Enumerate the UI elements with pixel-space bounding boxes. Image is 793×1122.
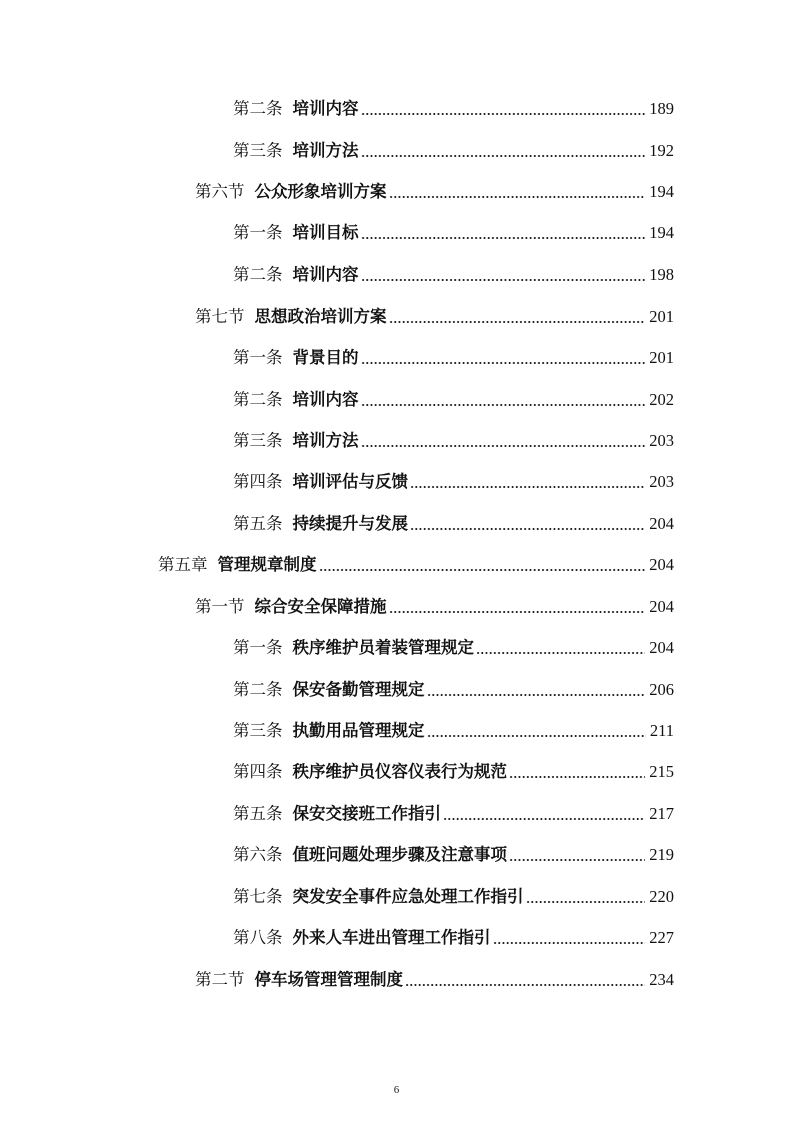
dot-leader (361, 155, 646, 157)
toc-entry-page: 215 (649, 762, 674, 781)
toc-entry-title: 保安备勤管理规定 (292, 680, 425, 699)
toc-entry-number: 第二条 (233, 265, 283, 284)
dot-leader (389, 196, 646, 198)
toc-entry[interactable] (195, 304, 674, 330)
dot-leader (389, 321, 646, 323)
toc-entry-number: 第五条 (233, 514, 283, 533)
toc-entry-number: 第二条 (233, 390, 283, 409)
toc-entry-title: 秩序维护员仪容仪表行为规范 (292, 762, 507, 781)
page-number: 6 (393, 1084, 400, 1096)
toc-entry-number: 第五章 (158, 555, 208, 574)
toc-entry-title: 值班问题处理步骤及注意事项 (292, 845, 507, 864)
dot-leader (389, 611, 646, 613)
toc-entry[interactable] (233, 469, 674, 495)
dot-leader (493, 942, 646, 944)
toc-entry-page: 219 (649, 845, 674, 864)
toc-entry[interactable] (233, 96, 674, 122)
toc-entry-number: 第三条 (233, 721, 283, 740)
toc-entry-number: 第二条 (233, 99, 283, 118)
dot-leader (361, 237, 646, 239)
dot-leader (526, 901, 646, 903)
toc-entry-page: 192 (649, 141, 674, 160)
toc-entry[interactable] (233, 925, 674, 951)
toc-entry-title: 秩序维护员着装管理规定 (292, 638, 474, 657)
dot-leader (361, 362, 646, 364)
toc-entry[interactable] (233, 262, 674, 288)
toc-entry[interactable] (233, 635, 674, 661)
toc-entry-page: 194 (649, 182, 674, 201)
toc-entry[interactable] (233, 387, 674, 413)
toc-entry-page: 204 (649, 555, 674, 574)
toc-entry-title: 保安交接班工作指引 (292, 804, 441, 823)
toc-entry-page: 189 (649, 99, 674, 118)
toc-entry[interactable] (233, 759, 674, 785)
toc-entry-number: 第一节 (195, 597, 245, 616)
toc-entry-number: 第七条 (233, 887, 283, 906)
dot-leader (427, 735, 646, 737)
toc-entry-title: 培训内容 (292, 265, 359, 284)
toc-entry-page: 201 (649, 348, 674, 367)
dot-leader (361, 404, 646, 406)
toc-entry-number: 第七节 (195, 307, 245, 326)
toc-entry-number: 第一条 (233, 638, 283, 657)
dot-leader (509, 859, 645, 861)
toc-entry-title: 思想政治培训方案 (254, 307, 387, 326)
toc-entry-title: 背景目的 (292, 348, 359, 367)
toc-entry[interactable] (195, 179, 674, 205)
dot-leader (443, 818, 645, 820)
toc-entry[interactable] (233, 884, 674, 910)
toc-entry-number: 第四条 (233, 472, 283, 491)
dot-leader (410, 486, 645, 488)
dot-leader (405, 984, 645, 986)
toc-entry[interactable] (233, 842, 674, 868)
dot-leader (361, 279, 646, 281)
toc-entry-number: 第三条 (233, 141, 283, 160)
toc-entry-page: 217 (649, 804, 674, 823)
toc-entry-page: 204 (649, 638, 674, 657)
toc-entry-number: 第一条 (233, 223, 283, 242)
toc-entry-page: 204 (649, 514, 674, 533)
toc-entry-number: 第五条 (233, 804, 283, 823)
toc-entry-title: 培训评估与反馈 (292, 472, 408, 491)
toc-entry[interactable] (195, 594, 674, 620)
dot-leader (509, 776, 645, 778)
dot-leader (361, 113, 646, 115)
toc-entry-page: 220 (649, 887, 674, 906)
toc-entry-page: 234 (649, 970, 674, 989)
toc-entry-title: 培训方法 (292, 431, 359, 450)
toc-entry-title: 管理规章制度 (217, 555, 317, 574)
toc-entry-number: 第六节 (195, 182, 245, 201)
toc-entry-page: 201 (649, 307, 674, 326)
toc-entry[interactable] (233, 345, 674, 371)
dot-leader (410, 528, 645, 530)
toc-entry-title: 停车场管理管理制度 (254, 970, 403, 989)
toc-entry-page: 211 (649, 721, 674, 740)
toc-entry-page: 198 (649, 265, 674, 284)
toc-entry-page: 203 (649, 431, 674, 450)
toc-entry-title: 公众形象培训方案 (254, 182, 387, 201)
toc-entry-number: 第四条 (233, 762, 283, 781)
toc-entry-number: 第六条 (233, 845, 283, 864)
toc-entry-number: 第二条 (233, 680, 283, 699)
toc-entry-title: 培训内容 (292, 390, 359, 409)
toc-entry[interactable] (195, 967, 674, 993)
toc-entry[interactable] (233, 220, 674, 246)
toc-entry[interactable] (233, 511, 674, 537)
toc-entry-title: 持续提升与发展 (292, 514, 408, 533)
toc-entry-title: 执勤用品管理规定 (292, 721, 425, 740)
toc-entry[interactable] (233, 677, 674, 703)
dot-leader (476, 652, 645, 654)
toc-entry-page: 204 (649, 597, 674, 616)
toc-entry-title: 培训目标 (292, 223, 359, 242)
toc-entry-page: 227 (649, 928, 674, 947)
toc-entry-page: 206 (649, 680, 674, 699)
toc-entry[interactable] (158, 552, 674, 578)
toc-entry-title: 外来人车进出管理工作指引 (292, 928, 491, 947)
toc-entry-title: 突发安全事件应急处理工作指引 (292, 887, 524, 906)
toc-entry[interactable] (233, 801, 674, 827)
toc-entry-number: 第一条 (233, 348, 283, 367)
toc-entry-title: 培训内容 (292, 99, 359, 118)
dot-leader (361, 445, 646, 447)
toc-entry[interactable] (233, 138, 674, 164)
toc-entry-page: 202 (649, 390, 674, 409)
toc-entry-number: 第三条 (233, 431, 283, 450)
toc-entry-page: 194 (649, 223, 674, 242)
toc-entry[interactable] (233, 428, 674, 454)
toc-entry-number: 第八条 (233, 928, 283, 947)
toc-entry-title: 综合安全保障措施 (254, 597, 387, 616)
dot-leader (427, 694, 646, 696)
toc-entry-page: 203 (649, 472, 674, 491)
toc-entry-number: 第二节 (195, 970, 245, 989)
dot-leader (319, 569, 646, 571)
toc-entry-title: 培训方法 (292, 141, 359, 160)
toc-entry[interactable] (233, 718, 674, 744)
